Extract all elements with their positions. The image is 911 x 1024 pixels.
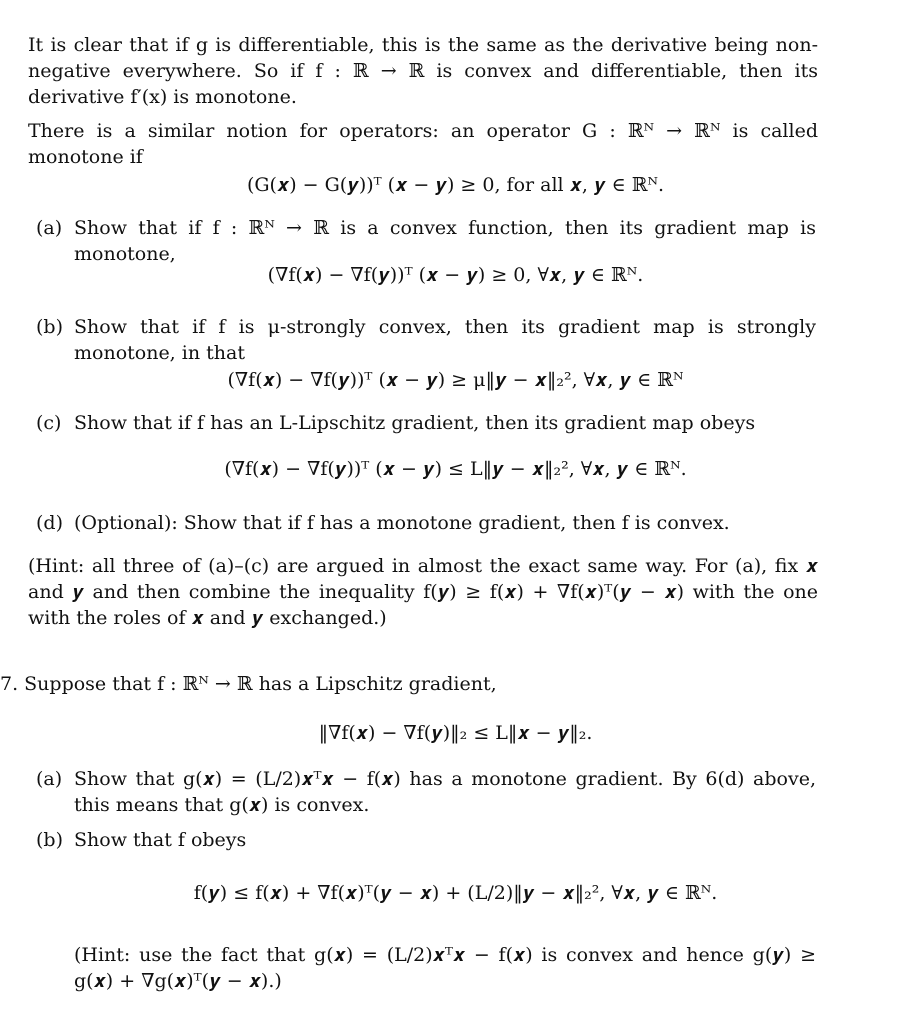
item-label: (b) (36, 316, 63, 338)
item-text: Show that if f has an L-Lipschitz gradient, then its gradient map obeys (74, 412, 756, 434)
problem-6b-equation: (∇f(𝒙) − ∇f(𝒚))ᵀ (𝒙 − 𝒚) ≥ μ‖𝒚 − 𝒙‖₂², ∀𝒙, 𝒚 ∈ ℝᴺ (227, 369, 684, 391)
item-label: (c) (36, 412, 62, 434)
intro-paragraph-2: There is a similar notion for operators: an operator G : ℝᴺ → ℝᴺ is called monotone if (28, 120, 818, 168)
item-label: (a) (36, 217, 63, 239)
item-text: Show that g(𝒙) = (L/2)𝒙ᵀ𝒙 − f(𝒙) has a monotone gradient. By 6(d) above, this means that g(𝒙) is convex. (74, 768, 816, 816)
problem-6d (36, 510, 816, 536)
problem-6-hint: (Hint: all three of (a)–(c) are argued in almost the exact same way. For (a), fix 𝒙 and 𝒚 and then combine the inequality f(𝒚) ≥ f(𝒙) + ∇f(𝒙)ᵀ(𝒚 − 𝒙) with the one with the roles of 𝒙 and 𝒚 exchanged.) (28, 555, 818, 629)
problem-6b (36, 314, 816, 366)
problem-7b (36, 827, 816, 853)
problem-6a-equation: (∇f(𝒙) − ∇f(𝒚))ᵀ (𝒙 − 𝒚) ≥ 0, ∀𝒙, 𝒚 ∈ ℝᴺ. (267, 264, 644, 286)
problem-7a (36, 766, 816, 818)
problem-7b-equation: f(𝒚) ≤ f(𝒙) + ∇f(𝒙)ᵀ(𝒚 − 𝒙) + (L/2)‖𝒚 − 𝒙‖₂², ∀𝒙, 𝒚 ∈ ℝᴺ. (193, 882, 718, 904)
problem-6c (36, 410, 816, 436)
item-label: (d) (36, 512, 63, 534)
problem-7-equation: ‖∇f(𝒙) − ∇f(𝒚)‖₂ ≤ L‖𝒙 − 𝒚‖₂. (318, 722, 593, 744)
problem-7-statement: 7. Suppose that f : ℝᴺ → ℝ has a Lipschitz gradient, (0, 673, 497, 695)
problem-7-hint: (Hint: use the fact that g(𝒙) = (L/2)𝒙ᵀ𝒙 − f(𝒙) is convex and hence g(𝒚) ≥ g(𝒙) + ∇g(𝒙)ᵀ(𝒚 − 𝒙).) (74, 944, 816, 992)
item-text: Show that f obeys (74, 829, 247, 851)
item-label: (a) (36, 768, 63, 790)
intro-paragraph-1: It is clear that if g is differentiable, this is the same as the derivative being non-negative everywhere. So if f : ℝ → ℝ is convex and differentiable, then its derivative f′(x) is monotone. (28, 34, 818, 108)
monotone-definition-equation: (G(𝒙) − G(𝒚))ᵀ (𝒙 − 𝒚) ≥ 0, for all 𝒙, 𝒚 ∈ ℝᴺ. (246, 174, 665, 196)
item-text: Show that if f : ℝᴺ → ℝ is a convex function, then its gradient map is monotone, (74, 217, 816, 265)
problem-6a (36, 215, 816, 267)
item-text: (Optional): Show that if f has a monotone gradient, then f is convex. (74, 512, 730, 534)
item-text: Show that if f is μ-strongly convex, then its gradient map is strongly monotone, in that (74, 316, 816, 364)
problem-6c-equation: (∇f(𝒙) − ∇f(𝒚))ᵀ (𝒙 − 𝒚) ≤ L‖𝒚 − 𝒙‖₂², ∀𝒙, 𝒚 ∈ ℝᴺ. (224, 458, 687, 480)
item-label: (b) (36, 829, 63, 851)
